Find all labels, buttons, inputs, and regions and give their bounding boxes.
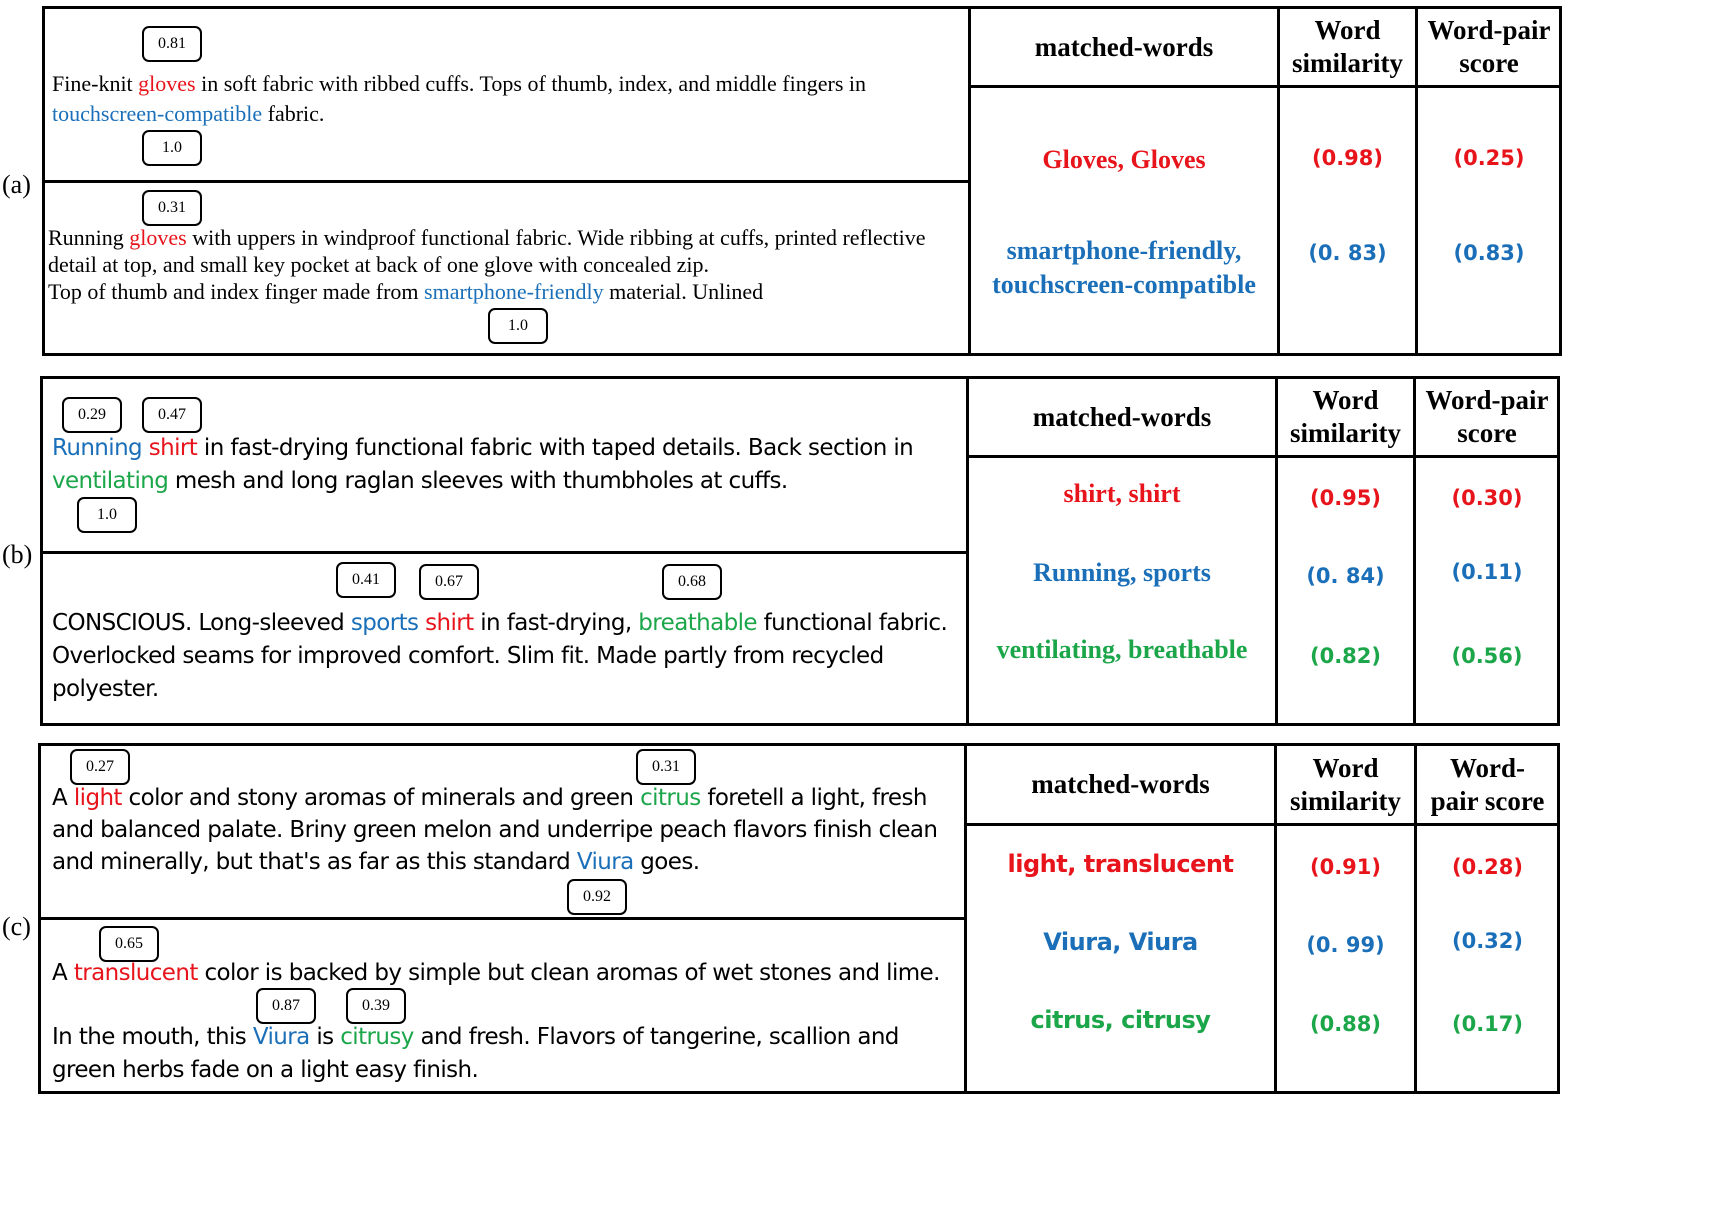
- word-similarity-value: (0. 84): [1306, 564, 1385, 588]
- header-matched-words: matched-words: [1031, 769, 1210, 799]
- matched-words-cell: light, translucent: [1007, 850, 1234, 878]
- header-word-similarity: Word similarity: [1290, 385, 1401, 448]
- description-line: In the mouth, this Viura is citrusy and fresh. Flavors of tangerine, scallion and: [52, 1024, 899, 1050]
- word-pair-score-value: (0.11): [1451, 560, 1523, 584]
- attention-badge: 1.0: [488, 308, 548, 344]
- description-text: [52, 1021, 899, 1087]
- matched-words-cell: Running, sports: [1033, 558, 1211, 587]
- panel-label-a: (a): [2, 170, 31, 199]
- attention-badge: 0.81: [142, 26, 202, 62]
- matched-words-cell: Viura, Viura: [1043, 928, 1198, 956]
- description-line: Overlocked seams for improved comfort. Slim fit. Made partly from recycled: [52, 643, 884, 669]
- description-text: [52, 782, 937, 878]
- description-text: [48, 224, 926, 305]
- description-line: Running shirt in fast-drying functional fabric with taped details. Back section in: [52, 435, 914, 461]
- word-similarity-value: (0.82): [1309, 644, 1381, 668]
- attention-badge: 0.87: [256, 988, 316, 1024]
- description-line: polyester.: [52, 676, 159, 702]
- word-similarity-value: (0.88): [1309, 1012, 1381, 1036]
- word-similarity-value: (0.98): [1311, 146, 1383, 170]
- attention-badge: 1.0: [77, 497, 137, 533]
- description-text: [52, 956, 940, 991]
- attention-badge: 0.67: [419, 564, 479, 600]
- description-line: and minerally, but that's as far as this standard Viura goes.: [52, 849, 700, 875]
- attention-badge: 0.41: [336, 562, 396, 598]
- description-text: [52, 69, 866, 129]
- attention-badge: 0.65: [99, 926, 159, 962]
- word-pair-score-value: (0.17): [1451, 1012, 1523, 1036]
- description-line: A light color and stony aromas of minerals and green citrus foretell a light, fresh: [52, 785, 927, 811]
- divider: [964, 823, 1560, 826]
- header-word-pair-score: Word- pair score: [1430, 752, 1545, 816]
- word-pair-score-value: (0.56): [1451, 644, 1523, 668]
- header-word-pair-score: Word-pair score: [1425, 385, 1549, 448]
- attention-badge: 1.0: [142, 130, 202, 166]
- word-similarity-value: (0.95): [1309, 486, 1381, 510]
- header-word-pair-score: Word-pair score: [1427, 15, 1551, 78]
- description-line: detail at top, and small key pocket at back of one glove with concealed zip.: [48, 252, 709, 277]
- description-line: A translucent color is backed by simple but clean aromas of wet stones and lime.: [52, 960, 940, 986]
- description-line: green herbs fade on a light easy finish.: [52, 1057, 479, 1083]
- header-matched-words: matched-words: [1032, 401, 1212, 432]
- word-pair-score-value: (0.28): [1451, 855, 1523, 879]
- description-text: [52, 607, 947, 706]
- attention-badge: 0.31: [142, 190, 202, 226]
- divider: [38, 917, 966, 920]
- description-text: [52, 432, 913, 498]
- word-pair-score-value: (0.32): [1451, 929, 1523, 953]
- description-line: touchscreen-compatible fabric.: [52, 101, 325, 126]
- header-matched-words: matched-words: [1034, 31, 1214, 62]
- matched-words-cell: citrus, citrusy: [1030, 1006, 1211, 1034]
- divider: [968, 85, 1562, 88]
- description-line: and balanced palate. Briny green melon and underripe peach flavors finish clean: [52, 817, 938, 843]
- description-line: Fine-knit gloves in soft fabric with ribbed cuffs. Tops of thumb, index, and middle fingers in: [52, 71, 866, 96]
- description-line: CONSCIOUS. Long-sleeved sports shirt in fast-drying, breathable functional fabric.: [52, 610, 948, 636]
- panel-label-c: (c): [2, 912, 31, 941]
- attention-badge: 0.68: [662, 564, 722, 600]
- matched-words-cell: shirt, shirt: [1063, 479, 1181, 508]
- word-pair-score-value: (0.83): [1453, 241, 1525, 265]
- description-line: ventilating mesh and long raglan sleeves with thumbholes at cuffs.: [52, 468, 788, 494]
- word-similarity-value: (0.91): [1309, 855, 1381, 879]
- attention-badge: 0.27: [70, 749, 130, 785]
- panel-label-b: (b): [2, 540, 33, 569]
- description-line: Top of thumb and index finger made from smartphone-friendly material. Unlined: [48, 279, 764, 304]
- word-similarity-value: (0. 99): [1306, 933, 1385, 957]
- attention-badge: 0.47: [142, 397, 202, 433]
- matched-words-cell: smartphone-friendly, touchscreen-compatible: [992, 236, 1256, 299]
- word-pair-score-value: (0.30): [1451, 486, 1523, 510]
- divider: [40, 551, 968, 554]
- description-line: Running gloves with uppers in windproof functional fabric. Wide ribbing at cuffs, printed reflective: [48, 225, 926, 250]
- header-word-similarity: Word similarity: [1290, 752, 1401, 816]
- attention-badge: 0.92: [567, 879, 627, 915]
- attention-badge: 0.29: [62, 397, 122, 433]
- word-pair-score-value: (0.25): [1453, 146, 1525, 170]
- divider: [966, 455, 1560, 458]
- attention-badge: 0.31: [636, 749, 696, 785]
- header-word-similarity: Word similarity: [1292, 15, 1403, 78]
- matched-words-cell: ventilating, breathable: [996, 635, 1248, 664]
- word-similarity-value: (0. 83): [1308, 241, 1387, 265]
- divider: [42, 180, 970, 183]
- matched-words-cell: Gloves, Gloves: [1042, 145, 1206, 174]
- attention-badge: 0.39: [346, 988, 406, 1024]
